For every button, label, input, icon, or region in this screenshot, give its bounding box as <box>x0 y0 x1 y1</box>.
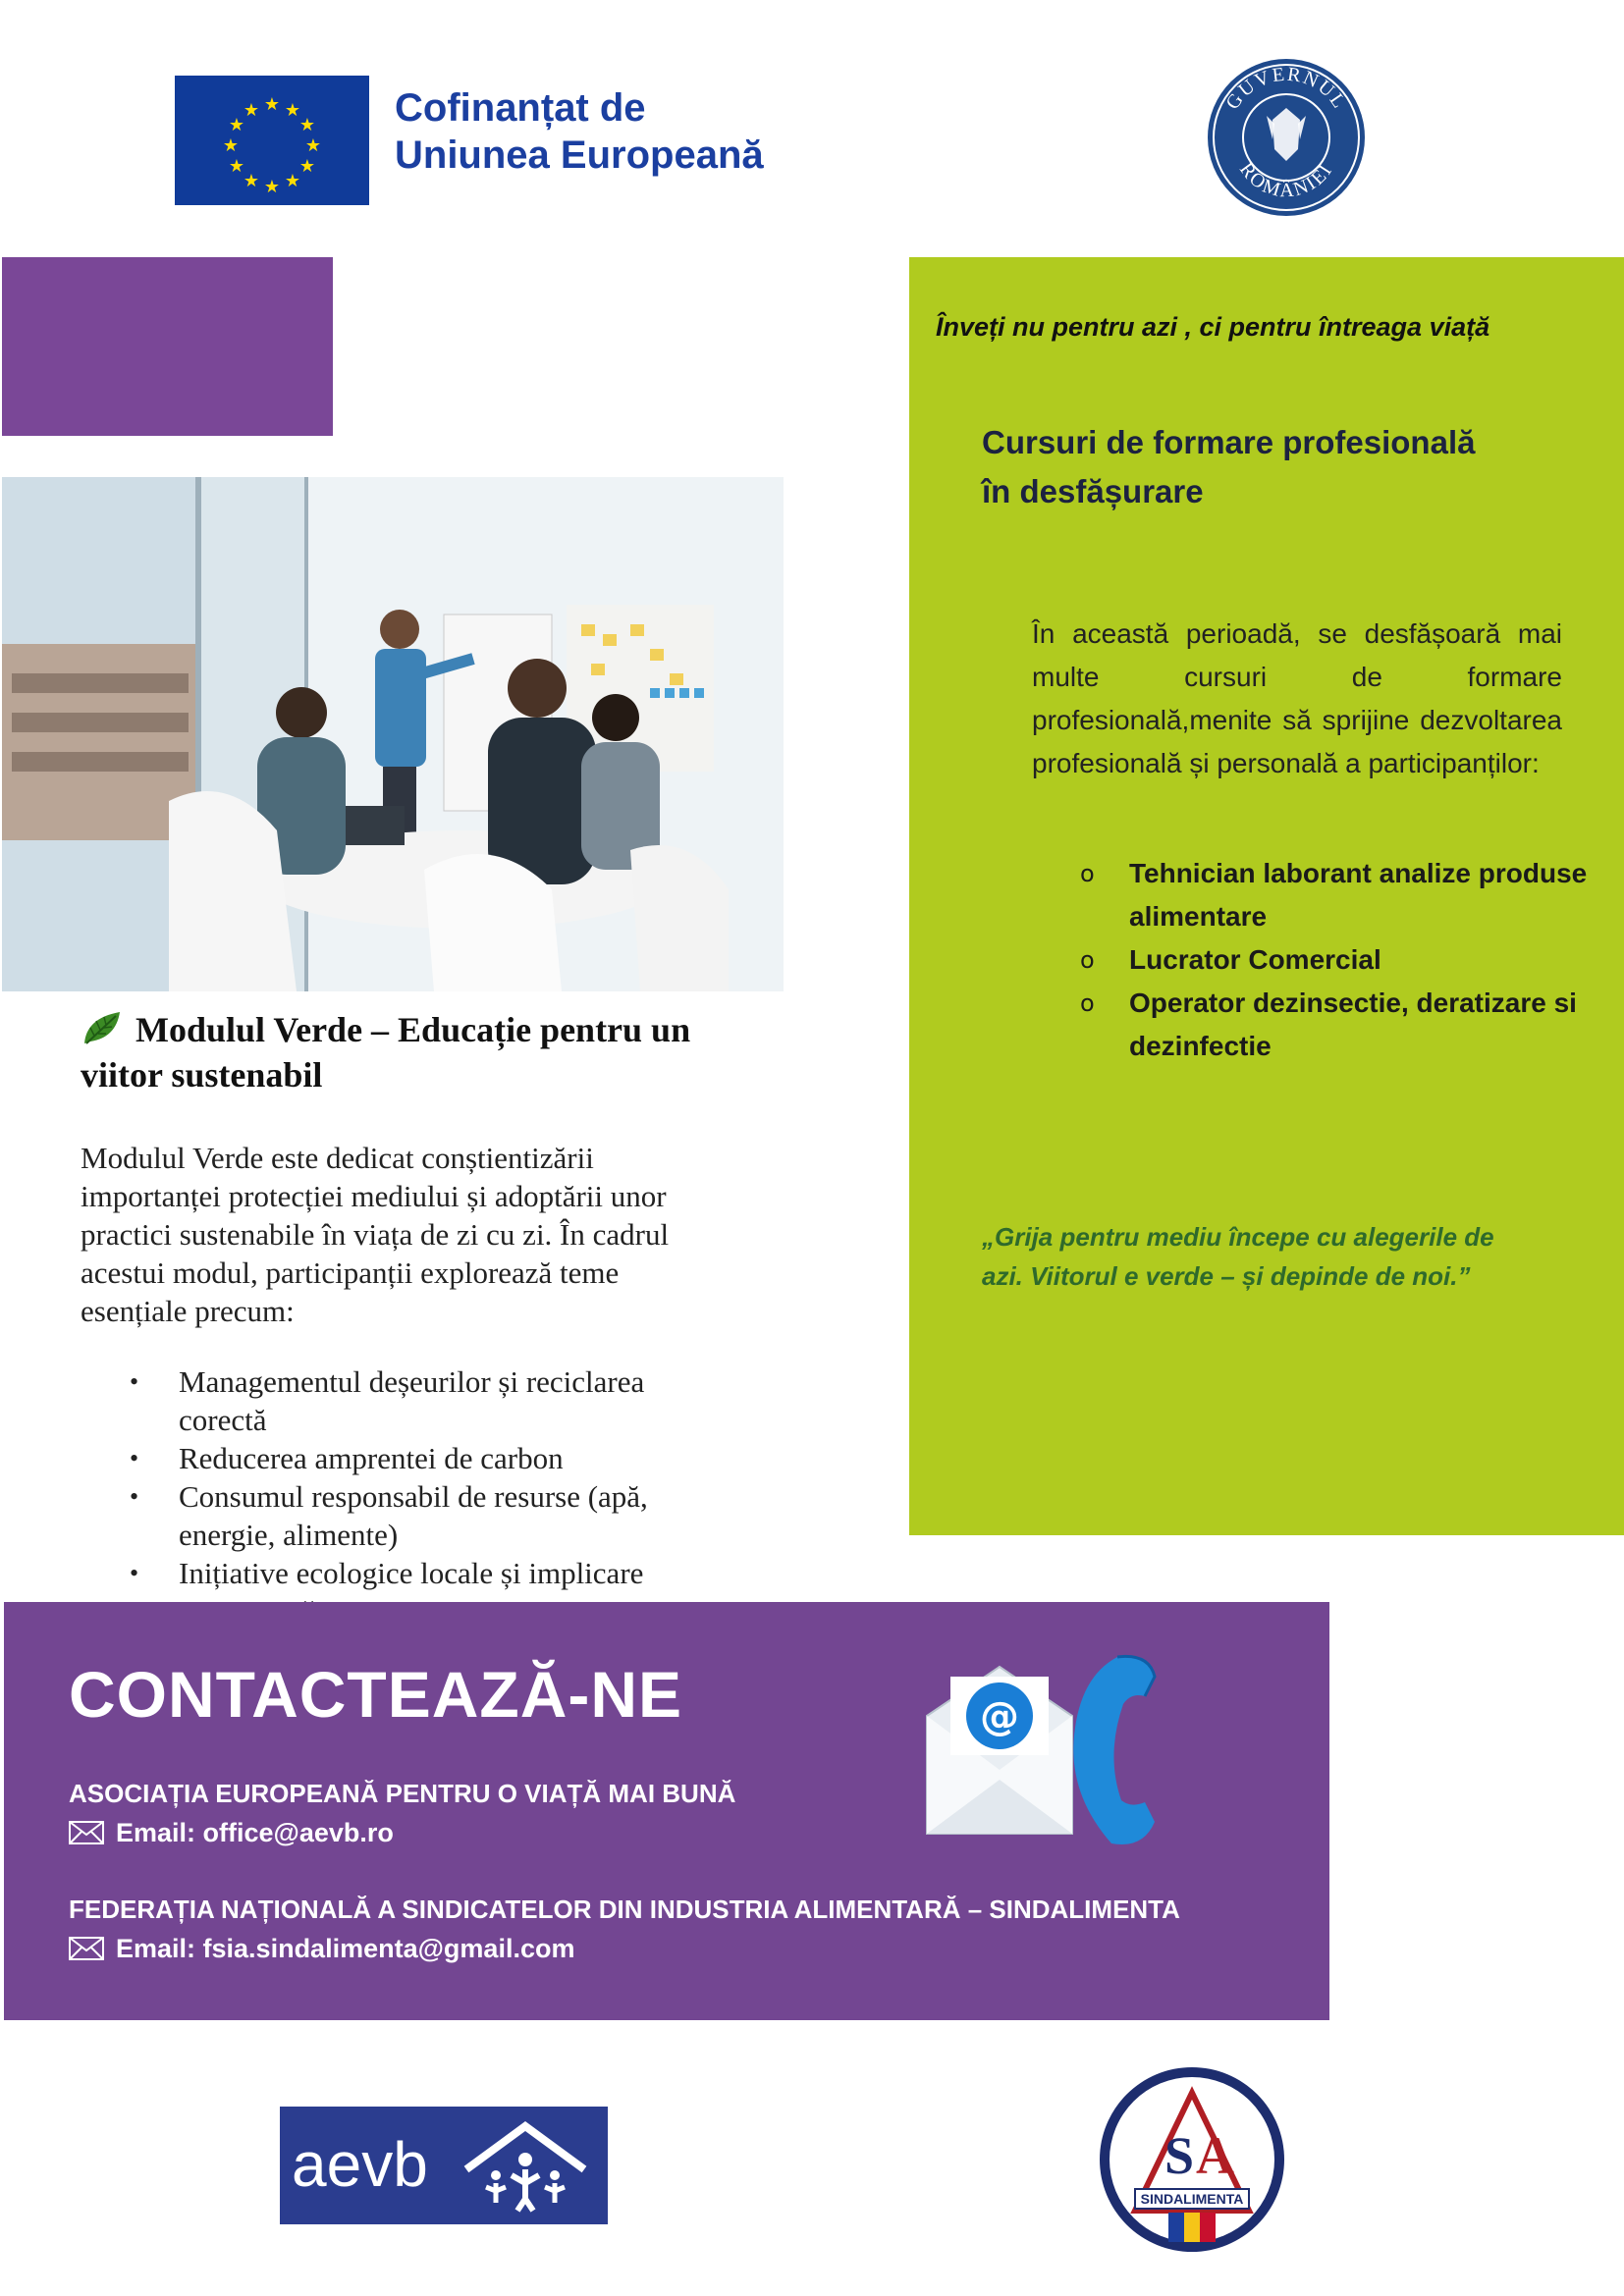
motto: Înveți nu pentru azi , ci pentru întreaga viață <box>936 312 1490 342</box>
contact-title: CONTACTEAZĂ-NE <box>69 1658 683 1731</box>
org-email-aevb <box>69 1818 394 1848</box>
svg-text:★: ★ <box>263 177 281 197</box>
aevb-logo <box>280 2107 608 2224</box>
module-description: Modulul Verde este dedicat conștientizării importanței protecției mediului și adoptării unor practici sustenabile în viața de zi cu zi. În cadrul acestui modul, participanții explorează teme esențiale precum: <box>81 1141 670 1328</box>
topic-item: • Reducerea amprentei de carbon <box>118 1439 707 1477</box>
eu-text-line1: Cofinanțat de <box>395 86 646 130</box>
module-title <box>81 1007 768 1097</box>
meeting-photo <box>2 477 784 991</box>
svg-text:★: ★ <box>228 156 245 177</box>
module-title-text: Modulul Verde – Educație pentru un viitor sustenabil <box>81 1010 691 1095</box>
email-aevb-text: Email: office@aevb.ro <box>116 1818 394 1847</box>
svg-text:★: ★ <box>243 171 260 191</box>
topic-item: • Managementul deșeurilor și reciclarea corectă <box>118 1362 707 1439</box>
topic-item: • Consumul responsabil de resurse (apă, energie, alimente) <box>118 1477 707 1554</box>
course-item <box>1080 982 1591 1068</box>
course-bullet: o <box>1080 989 1095 1017</box>
topic-item: • Inițiative ecologice locale și implicare <box>118 1554 707 1630</box>
gov-seal-top-text: GUVERNUL <box>1221 63 1351 114</box>
course-label: Tehnician laborant analize produse alimentare <box>1129 858 1588 932</box>
envelope-icon <box>69 1821 104 1844</box>
sindalimenta-logo <box>1096 2063 1288 2256</box>
svg-text:★: ★ <box>284 171 301 191</box>
course-bullet: o <box>1080 946 1095 974</box>
courses-intro: În această perioadă, se desfășoară mai multe cursuri de formare profesională,menite să sprijine dezvoltarea profesională și personală a participanților: <box>1032 618 1562 778</box>
svg-text:★: ★ <box>298 156 316 177</box>
svg-text:★: ★ <box>263 94 281 115</box>
svg-text:★: ★ <box>304 135 322 156</box>
courses-title-line2: în desfășurare <box>982 473 1204 509</box>
module-topics-list <box>118 1362 707 1630</box>
quote-line2: azi. Viitorul e verde – și depinde de noi.” <box>982 1261 1471 1291</box>
quote-line1: „Grija pentru mediu începe cu alegerile de <box>982 1222 1494 1252</box>
aevb-logo-text: aevb <box>292 2129 428 2200</box>
org-name-aevb: ASOCIAȚIA EUROPEANĂ PENTRU O VIAȚĂ MAI BUNĂ <box>69 1779 736 1808</box>
org-email-sindalimenta <box>69 1934 574 1964</box>
course-label: Operator dezinsectie, deratizare si dezinfectie <box>1129 988 1577 1061</box>
eu-cofinancing-text <box>395 84 846 179</box>
email-sindalimenta-text: Email: fsia.sindalimenta@gmail.com <box>116 1934 575 1963</box>
course-bullet: o <box>1080 860 1095 887</box>
course-item <box>1080 852 1591 938</box>
courses-list <box>1080 852 1591 1068</box>
eu-text-line2: Uniunea Europeană <box>395 133 764 177</box>
eu-flag-logo <box>175 76 369 205</box>
org-name-sindalimenta: FEDERAȚIA NAȚIONALĂ A SINDICATELOR DIN INDUSTRIA ALIMENTARĂ – SINDALIMENTA <box>69 1895 1180 1924</box>
svg-text:A: A <box>1196 2126 1234 2185</box>
leaf-icon <box>81 1008 126 1047</box>
sindalimenta-logo-text: SINDALIMENTA <box>1140 2191 1244 2207</box>
decorative-purple-block <box>2 257 333 436</box>
svg-text:★: ★ <box>222 135 240 156</box>
envelope-icon <box>69 1937 104 1960</box>
svg-text:★: ★ <box>298 115 316 135</box>
courses-title <box>982 418 1571 516</box>
svg-text:★: ★ <box>228 115 245 135</box>
course-label: Lucrator Comercial <box>1129 944 1381 975</box>
course-item <box>1080 938 1591 982</box>
romanian-government-seal <box>1204 55 1369 220</box>
svg-text:S: S <box>1164 2126 1195 2185</box>
at-symbol: @ <box>980 1694 1019 1739</box>
gov-seal-bottom-text: ROMÂNIEI <box>1234 158 1337 202</box>
environment-quote <box>982 1217 1591 1296</box>
courses-title-line1: Cursuri de formare profesională <box>982 424 1476 460</box>
svg-text:★: ★ <box>243 100 260 121</box>
email-phone-icon <box>921 1647 1166 1853</box>
svg-text:★: ★ <box>284 100 301 121</box>
